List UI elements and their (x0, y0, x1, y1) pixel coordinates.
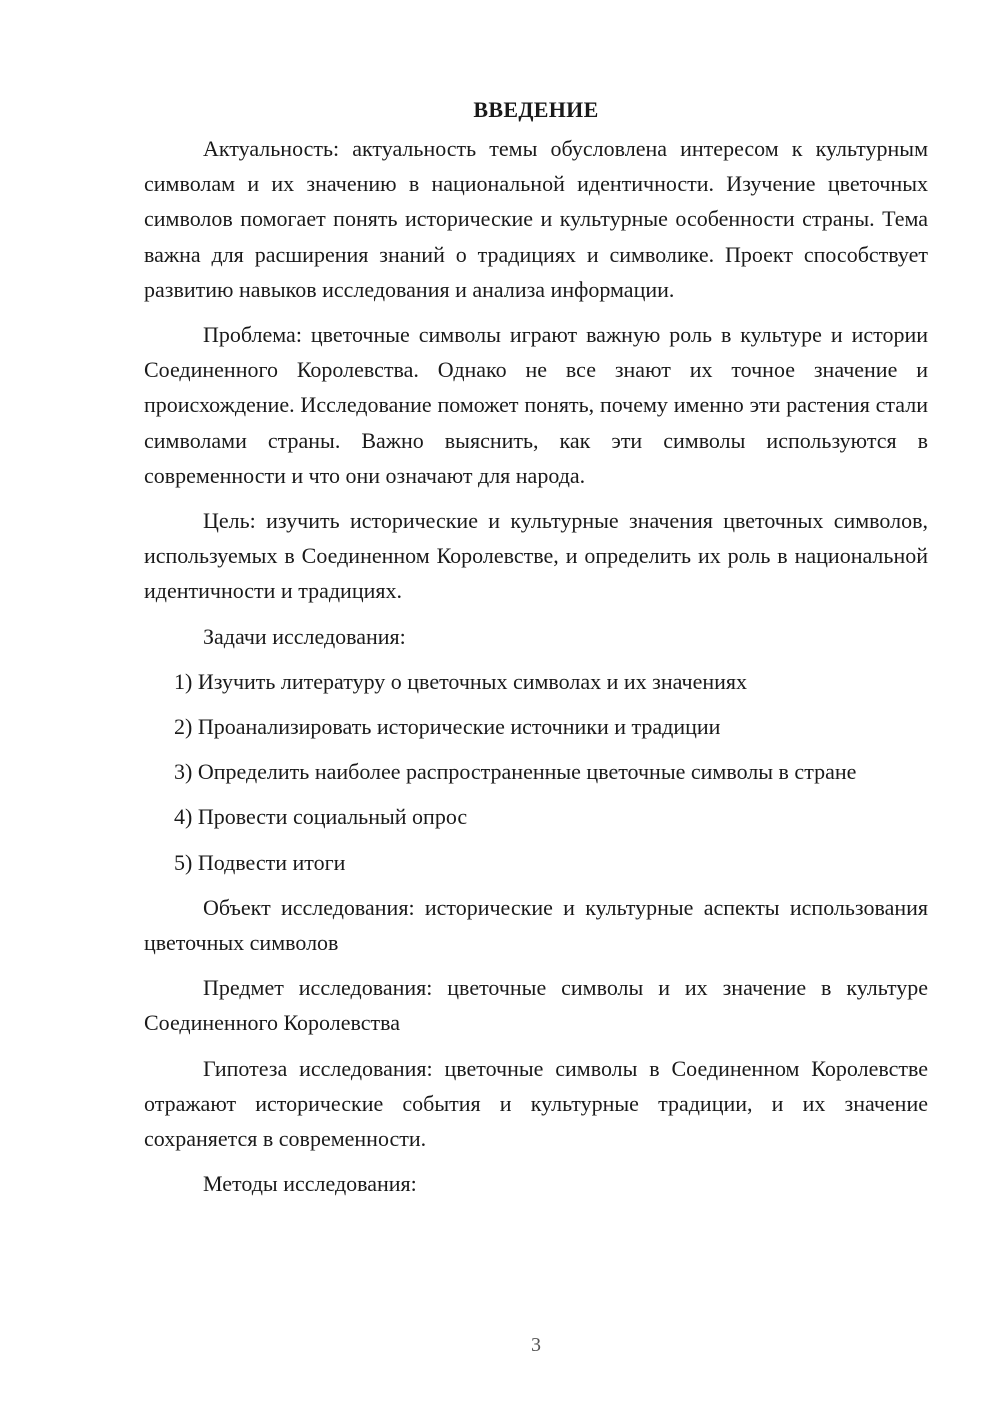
methods-heading: Методы исследования: (203, 1171, 417, 1197)
object-paragraph: Объект исследования: исторические и культурные аспекты использования цветочных символов (144, 894, 928, 956)
subject-paragraph: Предмет исследования: цветочные символы и их значение в культуре Соединенного Королевства (144, 975, 928, 1036)
task-item: 5) Подвести итоги (174, 849, 346, 875)
task-item: 3) Определить наиболее распространенные цветочные символы в стране (174, 759, 857, 785)
hypothesis-paragraph: Гипотеза исследования: цветочные символы в Соединенном Королевстве отражают исторические события и культурные традиции, и их значение сохраняется в современности. (144, 1055, 928, 1152)
task-item: 1) Изучить литературу о цветочных символах и их значениях (174, 668, 747, 694)
tasks-heading: Задачи исследования: (203, 623, 406, 649)
document-body (144, 92, 928, 1201)
task-item: 4) Провести социальный опрос (174, 804, 468, 830)
task-item: 2) Проанализировать исторические источники и традиции (174, 714, 721, 740)
page-title: ВВЕДЕНИЕ (473, 97, 599, 122)
relevance-paragraph: Актуальность: актуальность темы обусловлена интересом к культурным символам и их значению в национальной идентичности. Изучение цветочных символов помогает понять исторические и культурные особенности страны. Тема важна для расширения знаний о традициях и символике. Проект способствует развитию навыков исследования и анализа информации. (144, 136, 928, 302)
page-number: 3 (531, 1334, 541, 1356)
goal-paragraph: Цель: изучить исторические и культурные значения цветочных символов, используемых в Соединенном Королевстве, и определить их роль в национальной идентичности и традициях. (144, 508, 928, 604)
problem-paragraph: Проблема: цветочные символы играют важную роль в культуре и истории Соединенного Королевства. Однако не все знают их точное значение и происхождение. Исследование поможет понять, почему именно эти растения стали символами страны. Важно выяснить, как эти символы используются в современности и что они означают для народа. (144, 322, 928, 488)
